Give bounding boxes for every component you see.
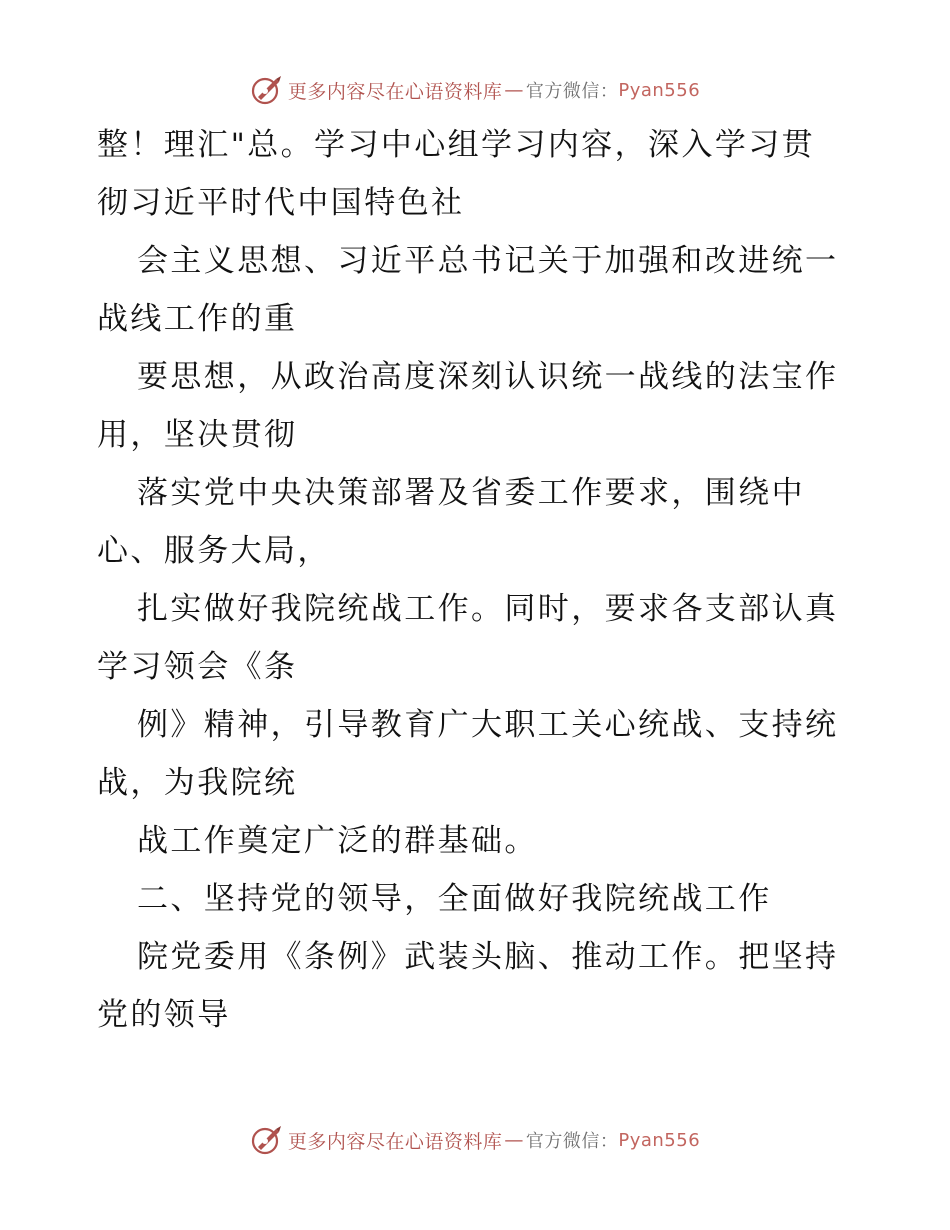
text-line: 用，坚决贯彻 [97, 417, 298, 453]
section-heading: 二、坚持党的领导，全面做好我院统战工作 [137, 881, 772, 917]
footer-watermark [0, 1120, 950, 1160]
text-line: 战工作奠定广泛的群基础。 [137, 823, 538, 859]
text-line: 落实党中央决策部署及省委工作要求，围绕中 [137, 475, 805, 511]
watermark-title: 更多内容尽在心语资料库 [287, 80, 503, 103]
watermark-dash: — [504, 79, 524, 101]
header-watermark [0, 70, 950, 110]
quill-logo-icon [250, 1123, 284, 1157]
text-line: 扎实做好我院统战工作。同时，要求各支部认真 [137, 591, 839, 627]
document-body [97, 116, 857, 1044]
watermark-wechat-id: Pyan556 [618, 1129, 701, 1151]
watermark-wechat-id: Pyan556 [618, 79, 701, 101]
watermark-wechat-label: 官方微信： [525, 1131, 619, 1152]
watermark-dash: — [504, 1129, 524, 1151]
text-line: 战线工作的重 [97, 301, 298, 337]
text-line: 要思想，从政治高度深刻认识统一战线的法宝作 [137, 359, 839, 395]
text-line: 心、服务大局， [97, 533, 331, 569]
text-line: 院党委用《条例》武装头脑、推动工作。把坚持 [137, 939, 839, 975]
text-line: 党的领导 [97, 997, 231, 1033]
text-line: 整！理汇"总。学习中心组学习内容，深入学习贯 [97, 127, 816, 163]
quill-logo-icon [250, 73, 284, 107]
text-line: 学习领会《条 [97, 649, 298, 685]
watermark-title: 更多内容尽在心语资料库 [287, 1130, 503, 1153]
text-line: 例》精神，引导教育广大职工关心统战、支持统 [137, 707, 839, 743]
text-line: 彻习近平时代中国特色社 [97, 185, 465, 221]
text-line: 会主义思想、习近平总书记关于加强和改进统一 [137, 243, 839, 279]
watermark-wechat-label: 官方微信： [525, 81, 619, 102]
text-line: 战，为我院统 [97, 765, 298, 801]
